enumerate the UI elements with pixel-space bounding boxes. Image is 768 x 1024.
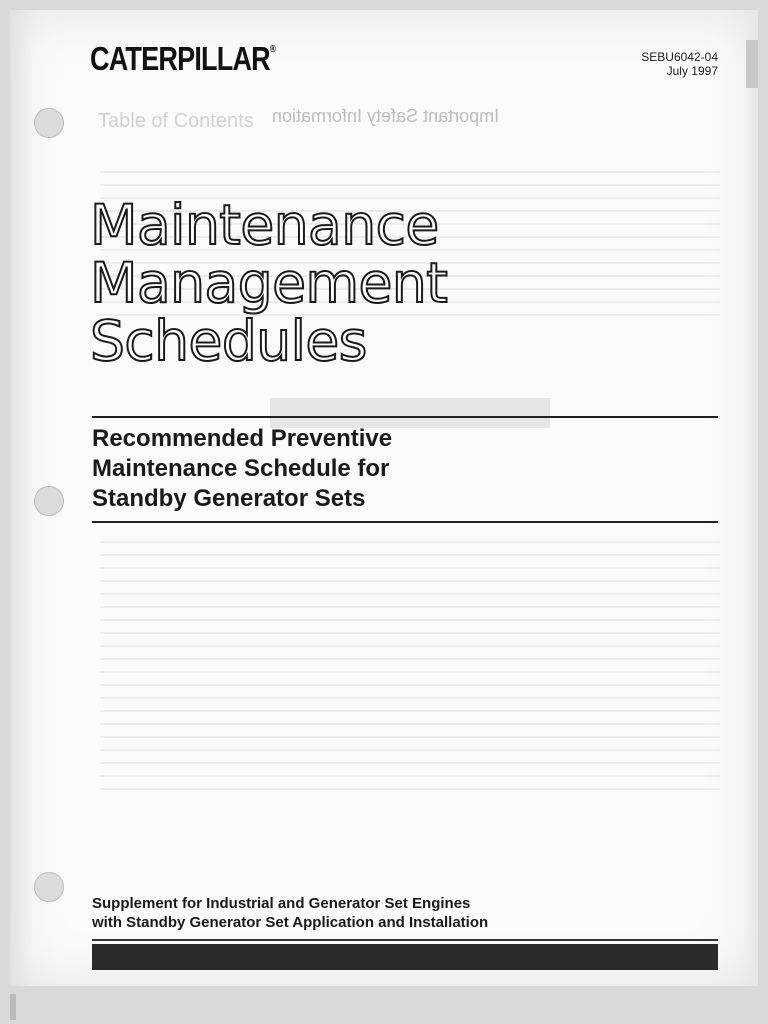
subtitle-line-2: Maintenance Schedule for [92, 455, 390, 482]
subtitle-rule-top [92, 416, 718, 418]
scan-shadow-left [10, 10, 32, 986]
bleed-through-mirrored-heading: Important Safety Information [272, 106, 500, 126]
logo-text: CATERPILLAR [90, 40, 270, 77]
binder-hole-top [34, 108, 64, 138]
main-title [90, 193, 448, 373]
page-edge-tab [746, 40, 758, 88]
main-title-line-2: Management [90, 251, 448, 315]
subtitle-line-3: Standby Generator Sets [92, 485, 366, 512]
main-title-line-3: Schedules [90, 309, 367, 373]
subtitle-rule-bottom [92, 521, 718, 523]
binder-hole-middle [34, 486, 64, 516]
footer-bar [92, 944, 718, 970]
footer-rule [92, 939, 718, 941]
registered-mark: ® [269, 44, 276, 55]
bleed-through-heading: Table of Contents [98, 110, 254, 132]
scan-corner-mark [10, 994, 16, 1020]
supplement-line-1: Supplement for Industrial and Generator Set Engines [92, 895, 471, 912]
supplement-note [92, 894, 488, 932]
supplement-line-2: with Standby Generator Set Application and Installation [92, 914, 489, 931]
main-title-line-1: Maintenance [90, 193, 439, 257]
document-date: July 1997 [666, 64, 718, 78]
document-number: SEBU6042-04 [641, 50, 718, 64]
document-cover [10, 10, 758, 986]
binder-hole-bottom [34, 872, 64, 902]
subtitle [92, 424, 392, 514]
caterpillar-logo [90, 40, 275, 78]
subtitle-line-1: Recommended Preventive [92, 425, 393, 452]
scan-shadow-right [744, 10, 758, 986]
document-identifier [641, 50, 718, 78]
bleed-through-text-lower [100, 530, 720, 801]
